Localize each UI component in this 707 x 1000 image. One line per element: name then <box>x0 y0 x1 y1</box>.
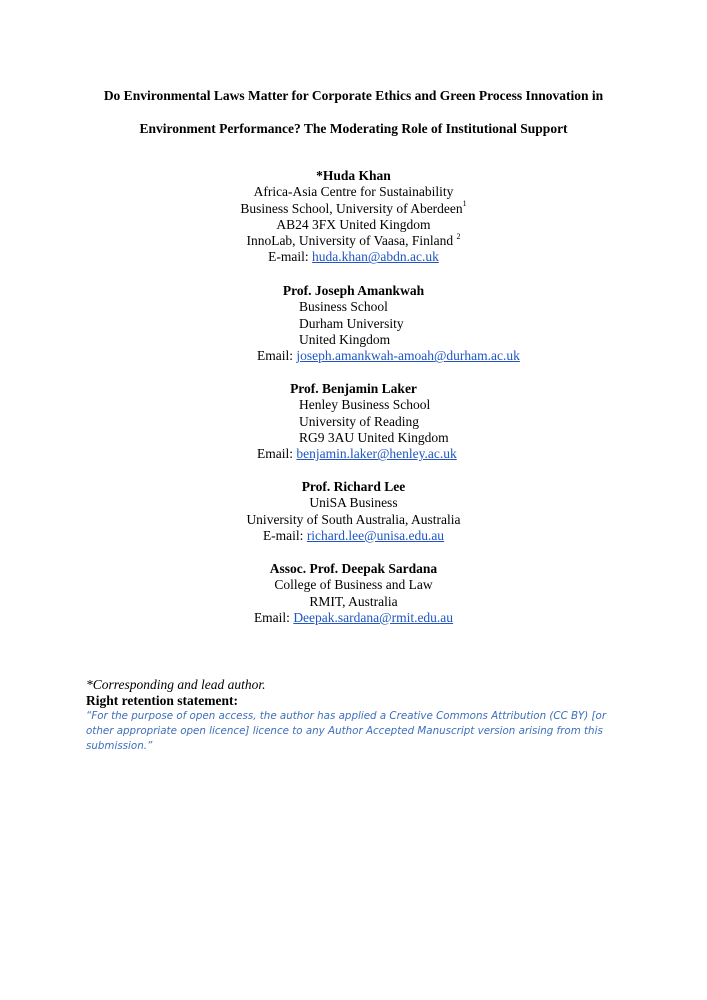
affiliation-line: UniSA Business <box>309 495 398 511</box>
email-link[interactable]: benjamin.laker@henley.ac.uk <box>296 446 457 462</box>
affiliation-line: InnoLab, University of Vaasa, Finland $^2$ <box>246 231 461 249</box>
affiliation-line: RG9 3AU United Kingdom <box>299 429 449 445</box>
email-line: E-mail: richard.lee@unisa.edu.au <box>262 527 445 543</box>
author-name: Prof. Richard Lee <box>301 479 406 494</box>
affiliation-line: Business School, University of Aberdeen$^1$ <box>240 199 467 216</box>
affiliation-line: AB24 3FX United Kingdom <box>276 216 431 232</box>
author-name: Assoc. Prof. Deepak Sardana <box>269 561 438 576</box>
affiliation-line: United Kingdom <box>299 331 391 347</box>
author-block-benjamin-laker <box>0 381 707 397</box>
email-link[interactable]: Deepak.sardana@rmit.edu.au <box>293 609 454 625</box>
retention-heading: Right retention statement: <box>86 693 238 708</box>
email-link[interactable]: richard.lee@unisa.edu.au <box>306 527 445 543</box>
footnote-marker: 2 <box>456 231 461 241</box>
author-block-huda-khan <box>0 168 707 266</box>
author-block-richard-lee <box>0 479 707 544</box>
corresponding-author-note: *Corresponding and lead author. <box>86 677 266 692</box>
affiliation-line: University of Reading <box>299 413 419 429</box>
email-line: Email: benjamin.laker@henley.ac.uk <box>257 446 457 462</box>
affiliation-line: Business School <box>299 299 388 315</box>
affiliation-line: Henley Business School <box>299 397 431 413</box>
affiliation-block <box>299 397 449 446</box>
author-block-deepak-sardana <box>0 561 707 626</box>
affiliation-line: Durham University <box>299 315 404 331</box>
affiliation-line: RMIT, Australia <box>309 593 398 609</box>
affiliation-line: College of Business and Law <box>274 577 433 593</box>
author-block-joseph-amankwah <box>0 283 707 299</box>
email-line: Email: Deepak.sardana@rmit.edu.au <box>253 609 454 625</box>
email-line: E-mail: huda.khan@abdn.ac.uk <box>268 249 439 265</box>
retention-statement: “For the purpose of open access, the author has applied a Creative Commons Attribution (CC BY) [or other appropriate open licence] licence to any Author Accepted Manuscript version arising from this submission.” <box>86 710 607 752</box>
affiliation-line: Africa-Asia Centre for Sustainability <box>253 184 454 200</box>
footnote-marker: 1 <box>462 199 467 209</box>
affiliation-line: University of South Australia, Australia <box>246 511 461 527</box>
email-link[interactable]: joseph.amankwah-amoah@durham.ac.uk <box>296 348 520 364</box>
email-link[interactable]: huda.khan@abdn.ac.uk <box>312 249 439 265</box>
email-line: Email: joseph.amankwah-amoah@durham.ac.uk <box>257 348 520 364</box>
author-name: Prof. Benjamin Laker <box>290 381 417 396</box>
paper-title-line-2: Environment Performance? The Moderating Role of Institutional Support <box>139 121 568 136</box>
author-name: Prof. Joseph Amankwah <box>282 283 425 298</box>
author-name: *Huda Khan <box>316 168 391 183</box>
paper-title-line-1: Do Environmental Laws Matter for Corporate Ethics and Green Process Innovation in <box>103 88 604 103</box>
affiliation-block <box>299 299 404 348</box>
